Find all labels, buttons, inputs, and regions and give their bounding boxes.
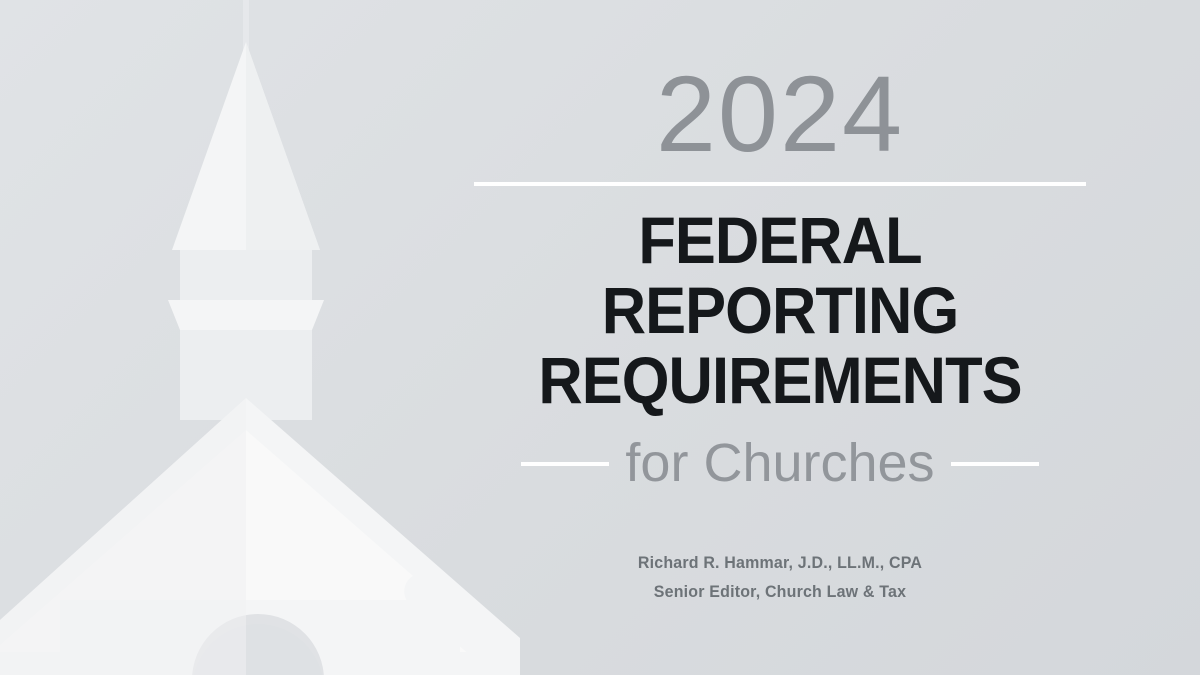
- divider-top: [474, 182, 1086, 186]
- page-title: [492, 203, 1069, 417]
- slide-content: [470, 53, 1090, 607]
- title-line-2: REQUIREMENTS: [538, 342, 1022, 417]
- title-line-1: FEDERAL REPORTING: [601, 203, 959, 347]
- subtitle-row: [470, 434, 1090, 493]
- byline: [489, 549, 1072, 607]
- divider-right: [951, 462, 1039, 466]
- divider-left: [521, 462, 609, 466]
- author-name: Richard R. Hammar, J.D., LL.M., CPA: [637, 553, 923, 573]
- author-role: Senior Editor, Church Law & Tax: [653, 582, 907, 602]
- subtitle: for Churches: [625, 432, 935, 493]
- year-heading: 2024: [655, 53, 905, 174]
